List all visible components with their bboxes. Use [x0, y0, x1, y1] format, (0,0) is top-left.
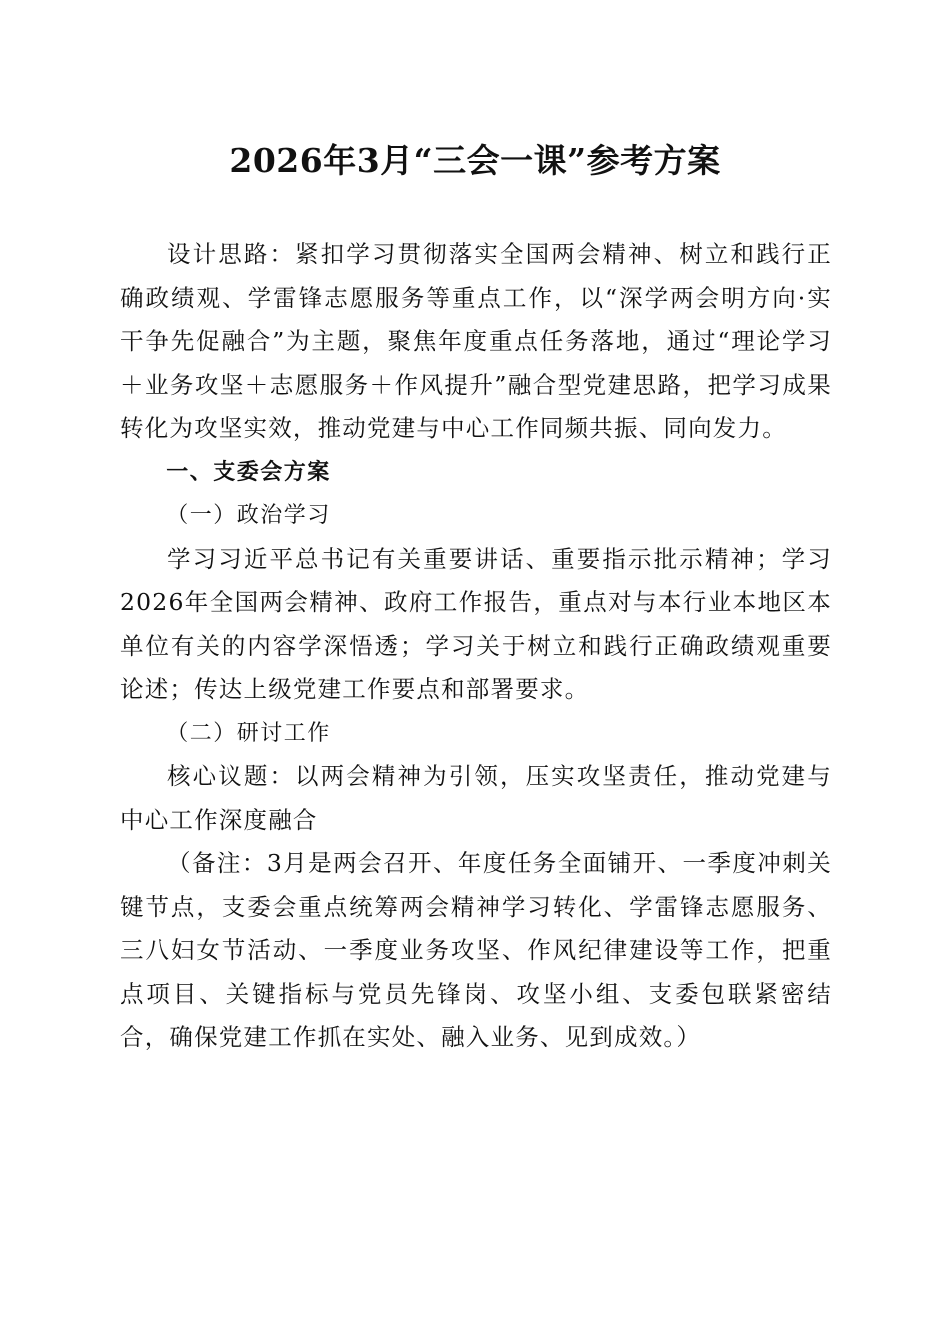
document-body — [120, 233, 832, 1060]
subsection-heading-political-study: （一）政治学习 — [166, 503, 331, 528]
section-heading-branch-committee: 一、支委会方案 — [166, 459, 331, 485]
core-topic-paragraph: 核心议题：以两会精神为引领，压实攻坚责任，推动党建与中心工作深度融合 — [120, 762, 832, 834]
design-idea-paragraph: 设计思路：紧扣学习贯彻落实全国两会精神、树立和践行正确政绩观、学雷锋志愿服务等重点工作，以“深学两会明方向·实干争先促融合”为主题，聚焦年度重点任务落地，通过“理论学习＋业务攻坚＋志愿服务＋作风提升”融合型党建思路，把学习成果转化为攻坚实效，推动党建与中心工作同频共振、同向发力。 — [120, 240, 832, 442]
political-study-paragraph: 学习习近平总书记有关重要讲话、重要指示批示精神；学习2026年全国两会精神、政府工作报告，重点对与本行业本地区本单位有关的内容学深悟透；学习关于树立和践行正确政绩观重要论述；传达上级党建工作要点和部署要求。 — [120, 544, 832, 703]
remark-paragraph: （备注：3月是两会召开、年度任务全面铺开、一季度冲刺关键节点，支委会重点统筹两会精神学习转化、学雷锋志愿服务、三八妇女节活动、一季度业务攻坚、作风纪律建设等工作，把重点项目、关键指标与党员先锋岗、攻坚小组、支委包联紧密结合，确保党建工作抓在实处、融入业务、见到成效。） — [120, 849, 832, 1051]
document-title: 2026年3月“三会一课”参考方案 — [229, 141, 721, 180]
subsection-heading-discussion: （二）研讨工作 — [166, 720, 331, 746]
